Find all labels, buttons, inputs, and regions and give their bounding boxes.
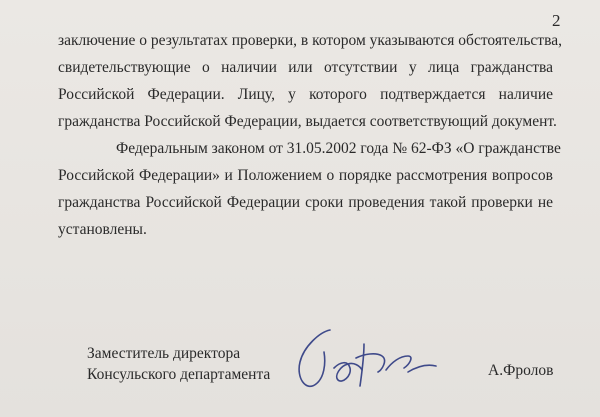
signatory-name: А.Фролов (488, 362, 554, 379)
text-line: гражданства Российской Федерации сроки проведения такой проверки не (58, 194, 553, 211)
text-line: Федеральным законом от 31.05.2002 года № 62-ФЗ «О гражданстве (116, 140, 561, 157)
body-text (58, 27, 562, 243)
text-line: свидетельствующие о наличии или отсутствии у лица гражданства (58, 59, 553, 76)
text-line: заключение о результатах проверки, в котором указываются обстоятельства, (58, 32, 562, 49)
handwritten-signature (290, 322, 470, 402)
signatory-title-line: Заместитель директора (87, 345, 241, 362)
signatory-title (87, 343, 270, 385)
page-number: 2 (552, 11, 561, 30)
text-line: гражданства Российской Федерации, выдается соответствующий документ. (58, 113, 557, 130)
text-line: Российской Федерации» и Положением о порядке рассмотрения вопросов (58, 167, 553, 184)
signature-block (0, 340, 600, 417)
text-line: установлены. (58, 221, 147, 238)
signatory-title-line: Консульского департамента (87, 366, 271, 383)
text-line: Российской Федерации. Лицу, у которого подтверждается наличие (58, 86, 553, 103)
